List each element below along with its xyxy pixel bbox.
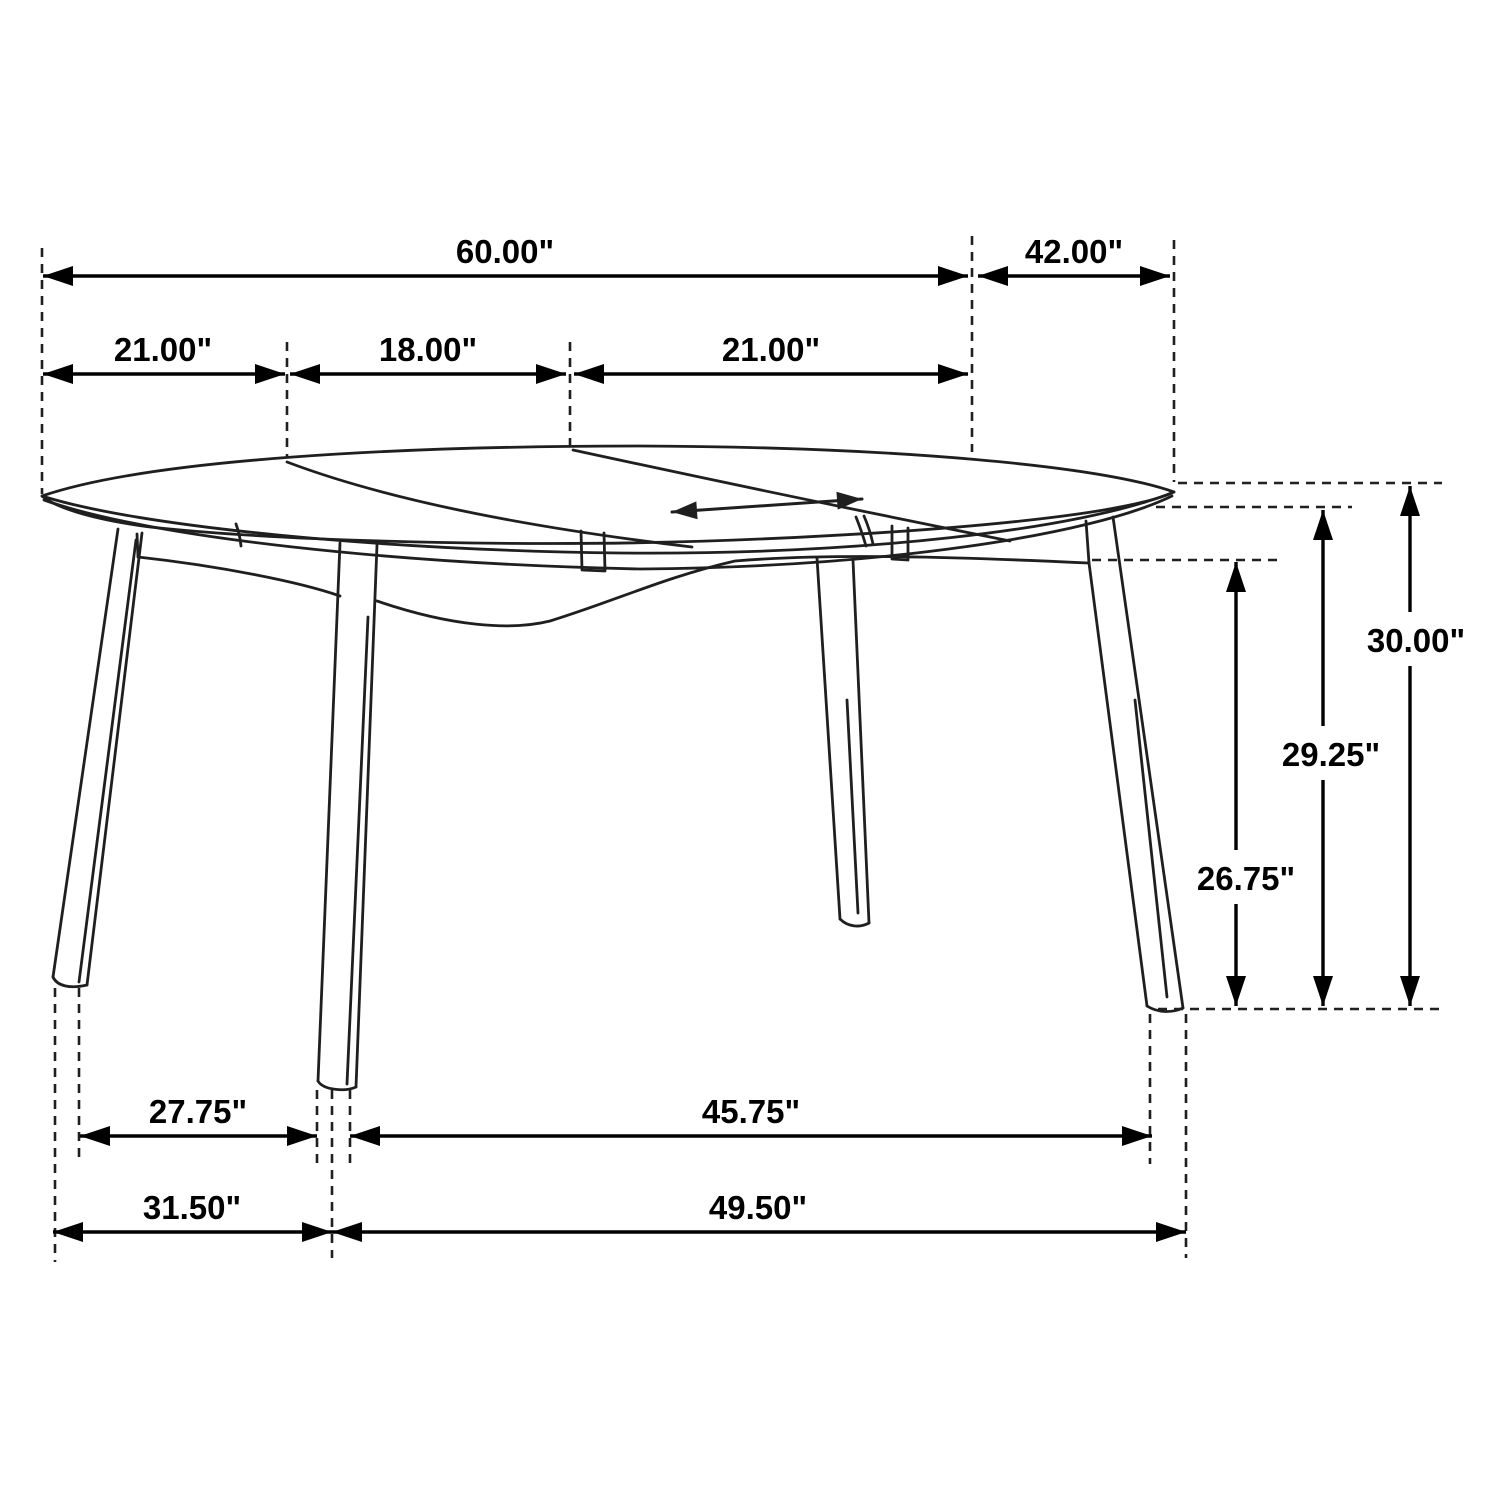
leg-edge — [817, 558, 840, 919]
dim-label-extension-width: 42.00" — [1024, 233, 1124, 270]
leg-edge — [1113, 517, 1183, 1008]
table-leg-front-left — [53, 529, 142, 987]
dim-label-underside-height: 29.25" — [1281, 736, 1381, 773]
leg-edge — [1089, 563, 1147, 1006]
leg-foot — [318, 1081, 356, 1090]
leg-foot — [53, 977, 87, 987]
dim-label-total-length: 60.00" — [455, 233, 555, 270]
leg-edge — [847, 700, 858, 913]
leg-foot — [840, 919, 869, 926]
table-drawing — [42, 446, 1183, 1090]
dim-label-apron-clearance: 26.75" — [1196, 860, 1296, 897]
dim-label-front-feet-span: 27.75" — [148, 1093, 248, 1130]
leg-edge — [87, 533, 142, 985]
dim-label-side-outer-span: 49.50" — [708, 1189, 808, 1226]
apron-left-end — [137, 534, 138, 557]
dim-label-right-section: 21.00" — [721, 331, 821, 368]
dim-label-side-feet-span: 45.75" — [701, 1093, 801, 1130]
dim-label-table-height: 30.00" — [1366, 622, 1466, 659]
table-leg-right — [1089, 517, 1183, 1012]
apron-arch-left — [138, 557, 340, 596]
dimension-lines — [43, 276, 1410, 1232]
apron-right-end — [1086, 521, 1089, 563]
dim-label-left-section: 21.00" — [113, 331, 213, 368]
leg-edge — [318, 543, 340, 1081]
table-leg-back-middle — [817, 558, 869, 926]
table-leg-front-center — [318, 543, 377, 1090]
dim-label-center-leaf: 18.00" — [378, 331, 478, 368]
dim-label-front-outer-span: 31.50" — [142, 1189, 242, 1226]
